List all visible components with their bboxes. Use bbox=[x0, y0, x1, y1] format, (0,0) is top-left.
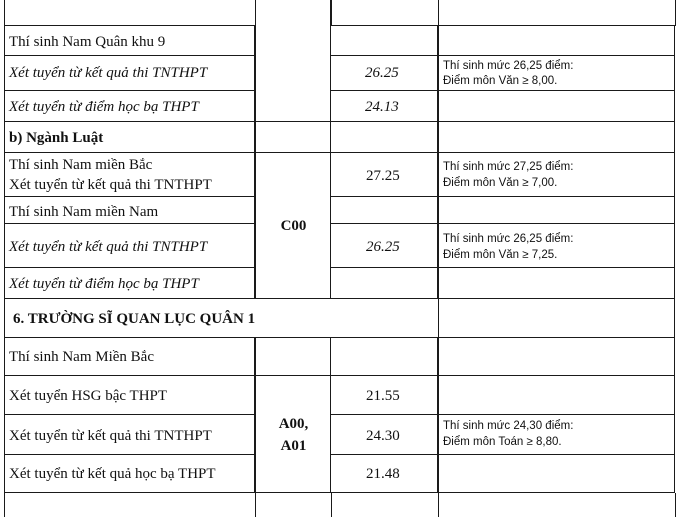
table-cell bbox=[438, 121, 675, 153]
score-note: Thí sinh mức 27,25 điểm: bbox=[443, 161, 574, 173]
score-note: Thí sinh mức 24,30 điểm: bbox=[443, 420, 574, 432]
score-value: 27.25 bbox=[366, 168, 400, 184]
table-divider bbox=[675, 0, 676, 26]
section-subheading: b) Ngành Luật bbox=[9, 130, 104, 146]
row-label: Xét tuyển từ kết quả thi TNTHPT bbox=[9, 177, 212, 193]
score-value: 21.55 bbox=[366, 388, 400, 404]
table-divider bbox=[255, 493, 256, 517]
table-divider bbox=[331, 493, 332, 517]
group-cell-upper bbox=[255, 0, 331, 122]
table-cell bbox=[330, 25, 438, 56]
score-note: Điểm môn Văn ≥ 7,25. bbox=[443, 249, 558, 261]
table-cell bbox=[255, 121, 331, 153]
table-cell bbox=[330, 121, 438, 153]
score-value: 26.25 bbox=[365, 65, 399, 81]
table-cell bbox=[438, 25, 675, 56]
row-label: Xét tuyển từ kết quả thi TNTHPT bbox=[9, 428, 212, 444]
table-divider bbox=[4, 0, 5, 26]
group-code-c00: C00 bbox=[280, 218, 307, 234]
row-label: Xét tuyển từ điểm học bạ THPT bbox=[9, 276, 199, 292]
score-note: Điểm môn Toán ≥ 8,80. bbox=[443, 436, 562, 448]
group-code-a01: A01 bbox=[280, 438, 307, 454]
table-cell bbox=[438, 454, 675, 493]
row-label: Xét tuyển từ kết quả thi TNTHPT bbox=[9, 65, 208, 81]
score-note: Thí sinh mức 26,25 điểm: bbox=[443, 233, 574, 245]
table-divider bbox=[438, 0, 439, 26]
table-cell bbox=[438, 298, 675, 338]
score-note: Điểm môn Văn ≥ 7,00. bbox=[443, 177, 558, 189]
group-code-a00: A00, bbox=[278, 416, 309, 432]
score-value: 26.25 bbox=[366, 239, 400, 255]
table-cell bbox=[438, 375, 675, 415]
score-value: 24.30 bbox=[366, 428, 400, 444]
table-cell bbox=[438, 196, 675, 224]
row-label: Thí sinh Nam miền Bắc bbox=[9, 157, 153, 173]
row-label: Xét tuyển HSG bậc THPT bbox=[9, 388, 168, 404]
score-note: Điểm môn Văn ≥ 8,00. bbox=[443, 75, 558, 87]
row-label: Thí sinh Nam miền Nam bbox=[9, 204, 159, 220]
table-cell bbox=[330, 196, 438, 224]
row-label: Thí sinh Nam Miền Bắc bbox=[9, 349, 154, 365]
table-cell bbox=[330, 337, 438, 376]
row-label: Thí sinh Nam Quân khu 9 bbox=[9, 34, 166, 50]
table-cell bbox=[330, 267, 438, 299]
table-cell bbox=[438, 90, 675, 122]
row-label: Xét tuyển từ kết quả học bạ THPT bbox=[9, 466, 216, 482]
table-cell bbox=[438, 337, 675, 376]
section-heading: 6. TRƯỜNG SĨ QUAN LỤC QUÂN 1 bbox=[13, 311, 256, 327]
table-cell bbox=[438, 267, 675, 299]
score-value: 21.48 bbox=[366, 466, 400, 482]
score-note: Thí sinh mức 26,25 điểm: bbox=[443, 60, 574, 72]
table-continuation bbox=[4, 493, 676, 517]
table-cell bbox=[255, 337, 331, 376]
row-label: Xét tuyển từ điểm học bạ THPT bbox=[9, 99, 199, 115]
table-divider bbox=[438, 493, 439, 517]
score-value: 24.13 bbox=[365, 99, 399, 115]
row-label: Xét tuyển từ kết quả thi TNTHPT bbox=[9, 239, 208, 255]
table-divider bbox=[331, 0, 332, 26]
